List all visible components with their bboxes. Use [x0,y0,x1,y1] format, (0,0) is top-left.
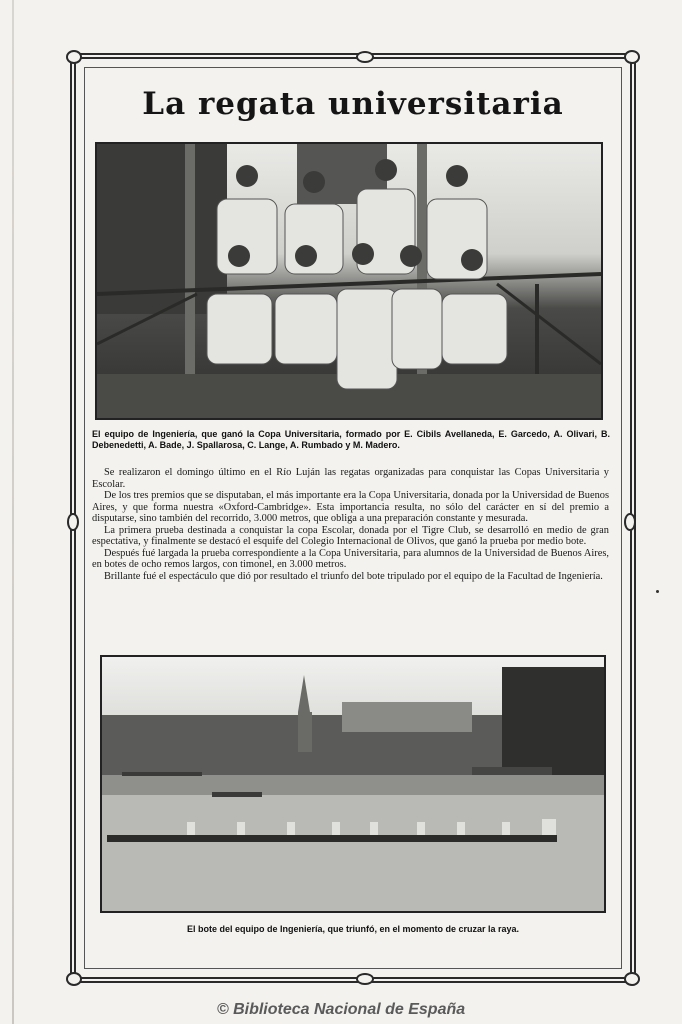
team-photo [95,142,603,420]
photo-caption-team: El equipo de Ingeniería, que ganó la Copa Universitaria, formado por E. Cibils Avellaneda, E. Garcedo, A. Olivari, B. Debenedetti, A. Bade, J. Spallarosa, C. Lange, A. Rumbado y M. Madero. [92,429,610,450]
team-photo-illustration [97,144,601,418]
frame-corner-ornament [624,50,640,64]
frame-corner-ornament [624,972,640,986]
regatta-photo-illustration [102,657,604,911]
article-body [92,467,609,582]
library-credit: © Biblioteca Nacional de España [216,1001,466,1018]
article-paragraph: Después fué largada la prueba correspondiente a la Copa Universitaria, para alumnos de la Universidad de Buenos Aires, en botes de ocho remos largos, con timonel, en 3.000 metros. [92,547,609,570]
regatta-photo [100,655,606,913]
frame-knot-ornament [356,973,374,985]
frame-knot-ornament [624,513,636,531]
page-edge [12,0,14,1024]
frame-knot-ornament [67,513,79,531]
article-paragraph: Brillante fué el espectáculo que dió por resultado el triunfo del bote tripulado por el equipo de la Facultad de Ingeniería. [104,570,603,582]
frame-knot-ornament [356,51,374,63]
article-paragraph: De los tres premios que se disputaban, el más importante era la Copa Universitaria, donada por la Universidad de Buenos Aires, y que forma nuestra «Oxford-Cambridge». Esta importancia resulta, no sólo del carácter en sí del premio a disputarse, sino también del recorrido, 3.000 metros, que obliga a una preparación constante y mesurada. [92,490,609,524]
article-paragraph: Se realizaron el domingo último en el Río Luján las regatas organizadas para conquistar las Copas Universitaria y Escolar. [92,467,609,490]
frame-corner-ornament [66,972,82,986]
article-paragraph: La primera prueba destinada a conquistar la copa Escolar, donada por el Tigre Club, se desarrolló en medio de gran espectativa, y finalmente se destacó el esquife del Colegio Internacional de Olivos, que ganó la prueba por medio bote. [92,524,609,547]
print-speck [656,590,659,593]
photo-caption-boat: El bote del equipo de Ingeniería, que triunfó, en el momento de cruzar la raya. [186,924,520,934]
frame-corner-ornament [66,50,82,64]
page-title: La regata universitaria [142,86,564,122]
